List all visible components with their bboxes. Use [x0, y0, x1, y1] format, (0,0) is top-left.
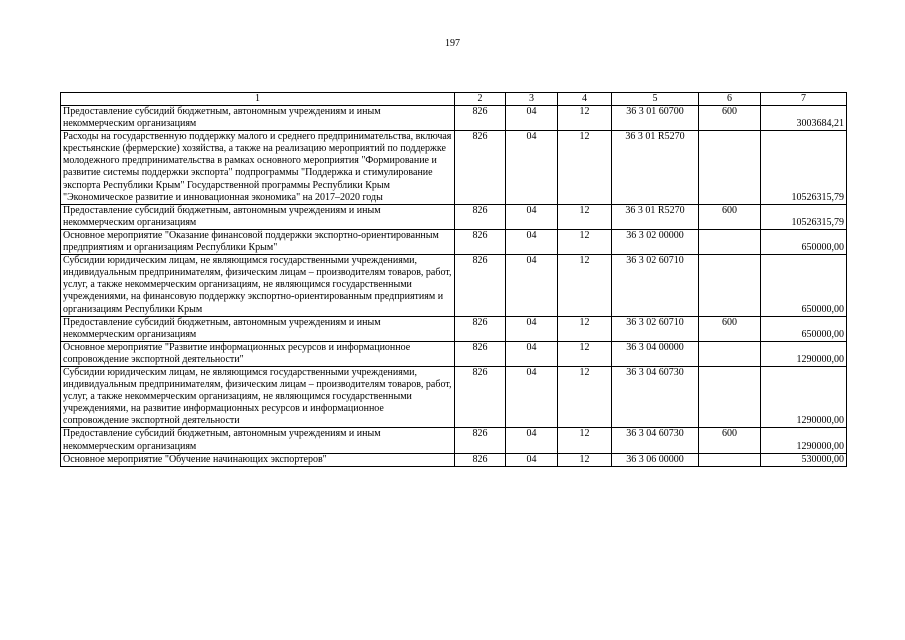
subsection-code-cell: 12	[558, 366, 612, 427]
section-code-cell: 04	[506, 341, 558, 366]
subsection-code-cell: 12	[558, 316, 612, 341]
table-row	[61, 316, 847, 341]
expense-name-cell: Предоставление субсидий бюджетным, автономным учреждениям и иным некоммерческим организациям	[61, 204, 455, 229]
table-row	[61, 428, 847, 453]
expense-name-cell: Основное мероприятие "Развитие информационных ресурсов и информационное сопровождение экспортной деятельности"	[61, 341, 455, 366]
header-cell: 3	[506, 93, 558, 106]
expense-type-cell	[699, 453, 761, 466]
expense-type-cell	[699, 366, 761, 427]
expense-name-cell: Предоставление субсидий бюджетным, автономным учреждениям и иным некоммерческим организациям	[61, 106, 455, 131]
subsection-code-cell: 12	[558, 204, 612, 229]
amount-cell: 10526315,79	[761, 131, 847, 205]
expense-type-cell	[699, 341, 761, 366]
expense-type-cell: 600	[699, 428, 761, 453]
subsection-code-cell: 12	[558, 229, 612, 254]
page-number: 197	[445, 38, 460, 49]
target-article-cell: 36 3 01 R5270	[612, 204, 699, 229]
expense-type-cell: 600	[699, 106, 761, 131]
target-article-cell: 36 3 04 60730	[612, 366, 699, 427]
table-row	[61, 229, 847, 254]
ministry-code-cell: 826	[455, 341, 506, 366]
header-cell: 7	[761, 93, 847, 106]
ministry-code-cell: 826	[455, 204, 506, 229]
expense-name-cell: Расходы на государственную поддержку малого и среднего предпринимательства, включая крестьянские (фермерские) хозяйства, а также на реализацию мероприятий по поддержке молодежного предпринимательства в рамках основного мероприятия "Формирование и развитие системы поддержки экспорта" подпрограммы "Поддержка и стимулирование экспорта Республики Крым" Государственной программы Республики Крым "Экономическое развитие и инновационная экономика" на 2017–2020 годы	[61, 131, 455, 205]
amount-cell: 530000,00	[761, 453, 847, 466]
table-header-row	[61, 93, 847, 106]
ministry-code-cell: 826	[455, 366, 506, 427]
target-article-cell: 36 3 06 00000	[612, 453, 699, 466]
table-row	[61, 131, 847, 205]
ministry-code-cell: 826	[455, 428, 506, 453]
target-article-cell: 36 3 01 60700	[612, 106, 699, 131]
section-code-cell: 04	[506, 106, 558, 131]
section-code-cell: 04	[506, 204, 558, 229]
amount-cell: 3003684,21	[761, 106, 847, 131]
section-code-cell: 04	[506, 131, 558, 205]
expense-name-cell: Субсидии юридическим лицам, не являющимся государственными учреждениями, индивидуальным предпринимателям, физическим лицам – производителям товаров, работ, услуг, а также некоммерческим организациям, не являющимся государственными учреждениями, на развитие информационных ресурсов и информационное сопровождение экспортной деятельности	[61, 366, 455, 427]
expense-name-cell: Предоставление субсидий бюджетным, автономным учреждениям и иным некоммерческим организациям	[61, 428, 455, 453]
amount-cell: 650000,00	[761, 316, 847, 341]
amount-cell: 1290000,00	[761, 366, 847, 427]
expense-name-cell: Предоставление субсидий бюджетным, автономным учреждениям и иным некоммерческим организациям	[61, 316, 455, 341]
subsection-code-cell: 12	[558, 131, 612, 205]
expense-type-cell	[699, 255, 761, 316]
section-code-cell: 04	[506, 453, 558, 466]
table-row	[61, 204, 847, 229]
table-row	[61, 341, 847, 366]
expense-name-cell: Субсидии юридическим лицам, не являющимся государственными учреждениями, индивидуальным предпринимателям, физическим лицам – производителям товаров, работ, услуг, а также некоммерческим организациям, не являющимся государственными учреждениями, на финансовую поддержку экспортно-ориентированным предприятиям и организациям Республики Крым	[61, 255, 455, 316]
expense-type-cell	[699, 229, 761, 254]
ministry-code-cell: 826	[455, 106, 506, 131]
target-article-cell: 36 3 02 60710	[612, 316, 699, 341]
expense-type-cell	[699, 131, 761, 205]
target-article-cell: 36 3 04 00000	[612, 341, 699, 366]
budget-table	[60, 92, 847, 467]
ministry-code-cell: 826	[455, 255, 506, 316]
amount-cell: 650000,00	[761, 255, 847, 316]
ministry-code-cell: 826	[455, 131, 506, 205]
amount-cell: 1290000,00	[761, 341, 847, 366]
target-article-cell: 36 3 02 60710	[612, 255, 699, 316]
ministry-code-cell: 826	[455, 316, 506, 341]
target-article-cell: 36 3 01 R5270	[612, 131, 699, 205]
table-row	[61, 366, 847, 427]
subsection-code-cell: 12	[558, 453, 612, 466]
table-row	[61, 255, 847, 316]
amount-cell: 10526315,79	[761, 204, 847, 229]
table-row	[61, 106, 847, 131]
target-article-cell: 36 3 02 00000	[612, 229, 699, 254]
ministry-code-cell: 826	[455, 453, 506, 466]
subsection-code-cell: 12	[558, 428, 612, 453]
subsection-code-cell: 12	[558, 341, 612, 366]
subsection-code-cell: 12	[558, 255, 612, 316]
amount-cell: 1290000,00	[761, 428, 847, 453]
expense-name-cell: Основное мероприятие "Оказание финансовой поддержки экспортно-ориентированным предприятиям и организациям Республики Крым"	[61, 229, 455, 254]
section-code-cell: 04	[506, 229, 558, 254]
header-cell: 1	[61, 93, 455, 106]
section-code-cell: 04	[506, 366, 558, 427]
amount-cell: 650000,00	[761, 229, 847, 254]
expense-type-cell: 600	[699, 316, 761, 341]
header-cell: 2	[455, 93, 506, 106]
target-article-cell: 36 3 04 60730	[612, 428, 699, 453]
header-cell: 4	[558, 93, 612, 106]
ministry-code-cell: 826	[455, 229, 506, 254]
expense-type-cell: 600	[699, 204, 761, 229]
section-code-cell: 04	[506, 316, 558, 341]
header-cell: 6	[699, 93, 761, 106]
section-code-cell: 04	[506, 428, 558, 453]
header-cell: 5	[612, 93, 699, 106]
expense-name-cell: Основное мероприятие "Обучение начинающих экспортеров"	[61, 453, 455, 466]
subsection-code-cell: 12	[558, 106, 612, 131]
section-code-cell: 04	[506, 255, 558, 316]
table-row	[61, 453, 847, 466]
